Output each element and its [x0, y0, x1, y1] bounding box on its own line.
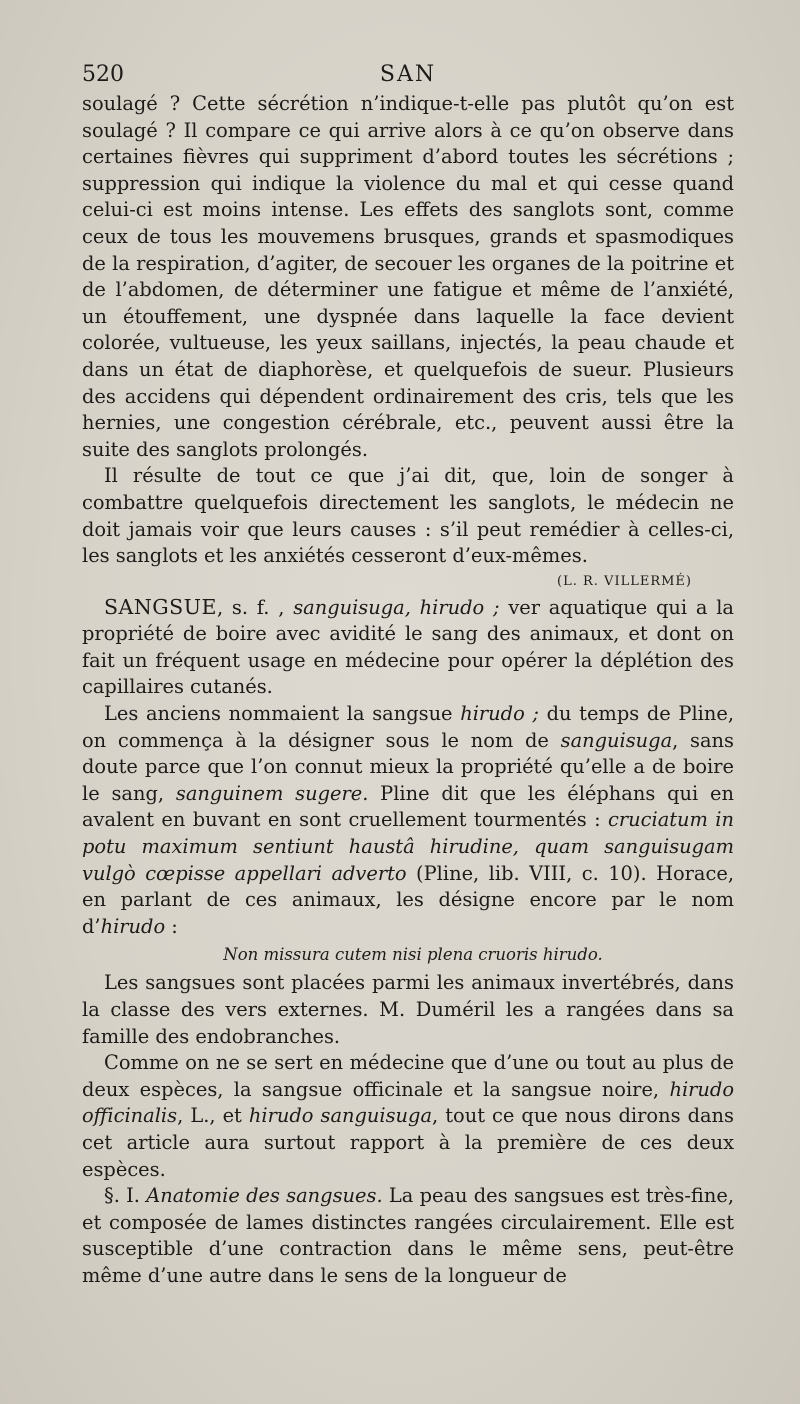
text-run: La peau des sangsues est très-fine, et composée de lames distinctes rangées circulairement. Elle est susceptible d’une contraction dans le même sens, peut-être même d’une autre dans le sens de la longueur de: [82, 1184, 734, 1287]
paragraph-sanglots-effects: soulagé ? Cette sécrétion n’indique-t-elle pas plutôt qu’on est soulagé ? Il compare ce qui arrive alors à ce qu’on observe dans certaines fièvres qui suppriment d’abord toutes les sécrétions ; suppression qui indique la violence du mal et qui cesse quand celui-ci est moins intense. Les effets des sanglots sont, comme ceux de tous les mouvemens brusques, grands et spasmodiques de la respiration, d’agiter, de secouer les organes de la poitrine et de l’abdomen, de déterminer une fatigue et même de l’anxiété, un étouffement, une dyspnée dans laquelle la face devient colorée, vultueuse, les yeux saillans, injectés, la peau chaude et dans un état de diaphorèse, et quelquefois de sueur. Plusieurs des accidens qui dépendent ordinairement des cris, tels que les hernies, une congestion cérébrale, etc., peuvent aussi être la suite des sanglots prolongés.: [82, 92, 734, 461]
italic-run: hirudo sanguisuga: [248, 1104, 433, 1128]
page-number: 520: [82, 62, 124, 87]
page-body: [82, 91, 734, 1290]
entry-latin: sanguisuga, hirudo ;: [293, 595, 500, 619]
italic-run: sanguisuga: [560, 728, 673, 752]
italic-run: cruciatum in potu maximum sentiunt haustâ hirudine, quam sanguisugam vulgò cœpisse appellari adverto: [82, 808, 734, 885]
entry-grammar: , s. f. ,: [216, 595, 294, 619]
running-head: SAN: [379, 62, 437, 87]
author-signature: (L. R. VILLERMÉ): [557, 573, 692, 589]
section-mark: §. I.: [104, 1184, 147, 1208]
paragraph-sanglots-conclusion: Il résulte de tout ce que j’ai dit, que, loin de songer à combattre quelquefois directement les sanglots, le médecin ne doit jamais voir que leurs causes : s’il peut remédier à celles-ci, les sanglots et les anxiétés cesseront d’eux-mêmes.: [82, 464, 734, 568]
text-run: (Pline, lib. VIII, c. 10). Horace, en parlant de ces animaux, les désigne encore par le nom d’: [82, 861, 734, 938]
text-run: Les anciens nommaient la sangsue: [104, 702, 461, 726]
page-header: [82, 62, 734, 92]
text-run: Pline dit que les éléphans qui en avalent en buvant en sont cruellement tourmentés :: [82, 781, 734, 832]
paragraph-species: [82, 1050, 734, 1183]
paragraph-anatomy: [82, 1183, 734, 1289]
entry-definition: ver aquatique qui a la propriété de boire avec avidité le sang des animaux, et dont on fait un fréquent usage en médecine pour opérer la déplétion des capillaires cutanés.: [82, 595, 734, 699]
paragraph-classification: Les sangsues sont placées parmi les animaux invertébrés, dans la classe des vers externes. M. Duméril les a rangées dans sa famille des endobranches.: [82, 971, 734, 1048]
entry-term: SANGSUE: [104, 594, 217, 619]
text-run: , tout ce que nous dirons dans cet article aura surtout rapport à la première de ces deux espèces.: [82, 1104, 734, 1181]
italic-run: hirudo officinalis: [82, 1077, 734, 1128]
text-run: :: [165, 914, 178, 938]
horace-quote: Non missura cutem nisi plena cruoris hirudo.: [223, 945, 603, 965]
text-run: , sans doute parce que l’on connut mieux la propriété qu’elle a de boire le sang,: [82, 728, 734, 805]
paragraph-etymology: [82, 701, 734, 940]
italic-run: hirudo ;: [460, 702, 539, 726]
italic-run: sanguinem sugere.: [175, 781, 369, 805]
text-run: du temps de Pline, on commença à la désigner sous le nom de: [82, 702, 734, 752]
entry-sangsue: [82, 594, 734, 701]
text-run: , L., et: [177, 1104, 249, 1128]
section-title: Anatomie des sangsues.: [146, 1184, 383, 1208]
text-run: Comme on ne se sert en médecine que d’une ou tout au plus de deux espèces, la sangsue officinale et la sangsue noire,: [82, 1051, 734, 1101]
italic-run: hirudo: [100, 914, 166, 938]
